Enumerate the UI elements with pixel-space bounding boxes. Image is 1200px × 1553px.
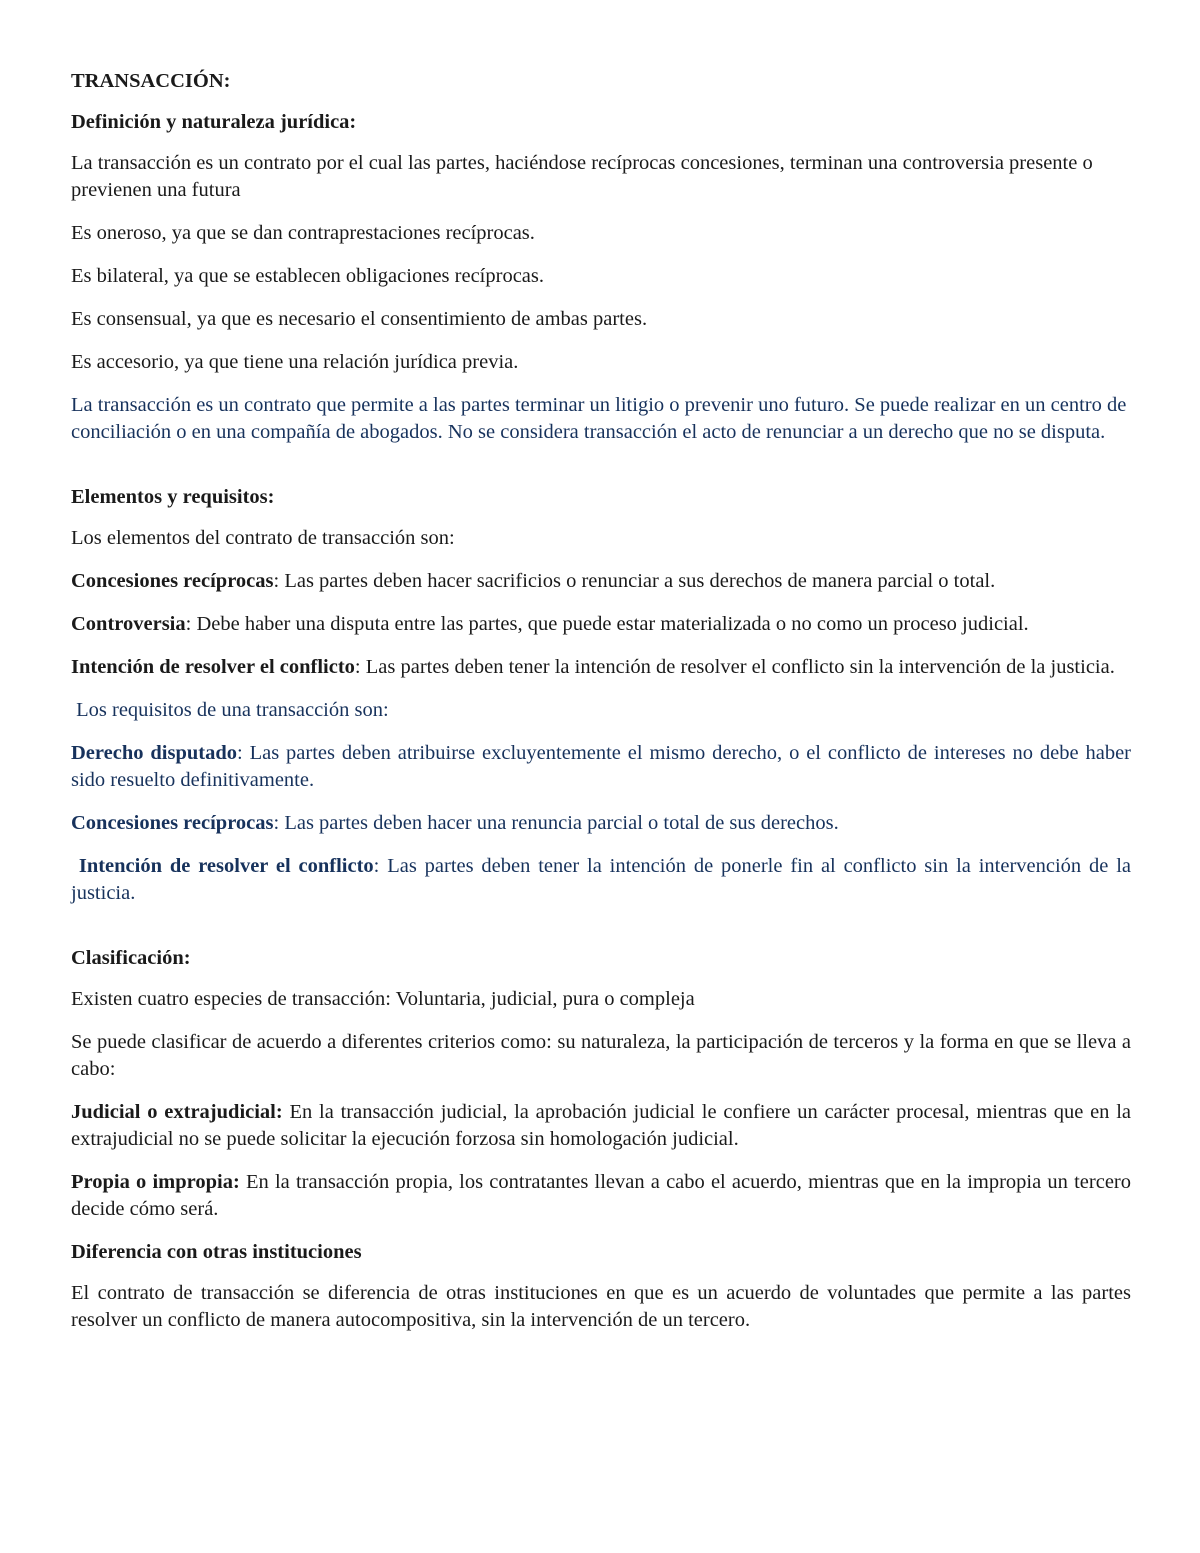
element-text: : Las partes deben hacer sacrificios o renunciar a sus derechos de manera parcial o total. — [273, 570, 996, 592]
document-page — [71, 68, 1131, 1350]
paragraph-diferencia: El contrato de transacción se diferencia de otras instituciones en que es un acuerdo de voluntades que permite a las partes resolver un conflicto de manera autocompositiva, sin la intervención de un tercero. — [71, 1282, 1131, 1331]
requisito-derecho-disputado — [71, 740, 1131, 794]
element-text: : Las partes deben tener la intención de resolver el conflicto sin la intervención de la justicia. — [354, 656, 1115, 678]
paragraph-definicion: La transacción es un contrato por el cual las partes, haciéndose recíprocas concesiones, terminan una controversia presente o previenen una futura — [71, 152, 1093, 201]
paragraph-elementos-intro: Los elementos del contrato de transacción son: — [71, 527, 455, 549]
element-term: Intención de resolver el conflicto — [71, 656, 355, 678]
section-heading-elementos: Elementos y requisitos: — [71, 486, 275, 508]
paragraph-requisitos-intro: Los requisitos de una transacción son: — [71, 699, 389, 721]
requisito-term: Intención de resolver el conflicto — [71, 855, 374, 877]
paragraph-resumen: La transacción es un contrato que permite a las partes terminar un litigio o prevenir uno futuro. Se puede realizar en un centro de conciliación o en una compañía de abogados. No se considera transacción el acto de renunciar a un derecho que no se disputa. — [71, 394, 1127, 443]
paragraph-bilateral: Es bilateral, ya que se establecen obligaciones recíprocas. — [71, 265, 545, 287]
clasificacion-term: Judicial o extrajudicial: — [71, 1101, 283, 1123]
document-title: TRANSACCIÓN: — [71, 70, 231, 92]
paragraph-criterios: Se puede clasificar de acuerdo a diferentes criterios como: su naturaleza, la participación de terceros y la forma en que se lleva a cabo: — [71, 1031, 1131, 1080]
clasificacion-propia — [71, 1169, 1131, 1223]
paragraph-consensual: Es consensual, ya que es necesario el consentimiento de ambas partes. — [71, 308, 648, 330]
spacer — [71, 462, 1131, 484]
section-heading-clasificacion: Clasificación: — [71, 947, 191, 969]
element-concesiones — [71, 568, 1131, 595]
paragraph-accesorio: Es accesorio, ya que tiene una relación jurídica previa. — [71, 351, 519, 373]
clasificacion-term: Propia o impropia: — [71, 1171, 240, 1193]
requisito-concesiones — [71, 810, 1131, 837]
paragraph-especies: Existen cuatro especies de transacción: Voluntaria, judicial, pura o compleja — [71, 988, 695, 1010]
requisito-text: : Las partes deben atribuirse excluyentemente el mismo derecho, o el conflicto de intereses no debe haber sido resuelto definitivamente. — [71, 742, 1131, 791]
clasificacion-judicial — [71, 1099, 1131, 1153]
spacer — [71, 923, 1131, 945]
section-heading-diferencia: Diferencia con otras instituciones — [71, 1241, 362, 1263]
requisito-intencion — [71, 853, 1131, 907]
paragraph-oneroso: Es oneroso, ya que se dan contraprestaciones recíprocas. — [71, 222, 535, 244]
element-intencion — [71, 654, 1131, 681]
requisito-text: : Las partes deben tener la intención de ponerle fin al conflicto sin la intervención de la justicia. — [71, 855, 1131, 904]
element-text: : Debe haber una disputa entre las partes, que puede estar materializada o no como un proceso judicial. — [185, 613, 1029, 635]
element-controversia — [71, 611, 1131, 638]
requisito-text: : Las partes deben hacer una renuncia parcial o total de sus derechos. — [273, 812, 839, 834]
section-heading-definicion: Definición y naturaleza jurídica: — [71, 111, 357, 133]
requisito-term: Concesiones recíprocas — [71, 812, 274, 834]
element-term: Controversia — [71, 613, 186, 635]
requisito-term: Derecho disputado — [71, 742, 237, 764]
clasificacion-text: En la transacción judicial, la aprobación judicial le confiere un carácter procesal, mientras que en la extrajudicial no se puede solicitar la ejecución forzosa sin homologación judicial. — [71, 1101, 1131, 1150]
element-term: Concesiones recíprocas — [71, 570, 274, 592]
clasificacion-text: En la transacción propia, los contratantes llevan a cabo el acuerdo, mientras que en la impropia un tercero decide cómo será. — [71, 1171, 1131, 1220]
